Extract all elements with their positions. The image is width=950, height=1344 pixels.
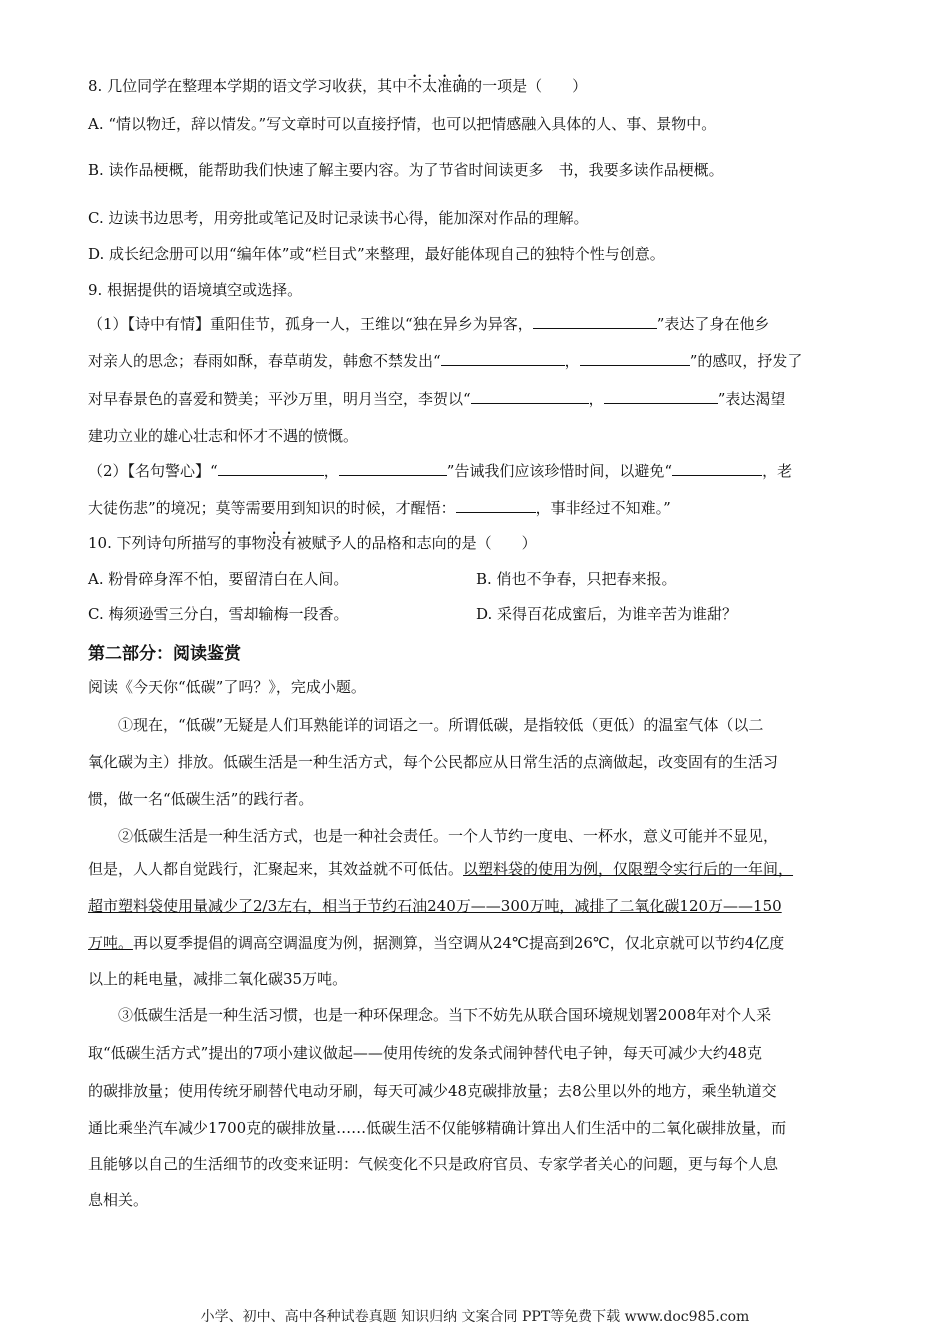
q10-option-b: B. 俏也不争春，只把春来报。	[476, 570, 677, 588]
text: ，	[323, 462, 339, 480]
text: 10. 下列诗句所描写的事物	[88, 534, 267, 552]
q9-p2-line1	[88, 461, 792, 481]
answer-blank	[218, 461, 324, 476]
q9-p2-line2	[88, 498, 671, 518]
passage-p2-line1: ②低碳生活是一种生活方式，也是一种社会责任。一个人节约一度电、一杯水，意义可能并不显见，	[118, 827, 779, 845]
text: （1）【诗中有情】重阳佳节，孤身一人，王维以“独在异乡为异客，	[88, 315, 533, 333]
answer-blank	[604, 389, 718, 404]
q8-option-d: D. 成长纪念册可以用“编年体”或“栏目式”来整理，最好能体现自己的独特个性与创意。	[88, 245, 665, 263]
passage-p3-line2: 取“低碳生活方式”提出的7项小建议做起——使用传统的发条式闹钟替代电子钟，每天可减少大约48克	[88, 1044, 762, 1062]
underlined-text: 以塑料袋的使用为例，仅限塑令实行后的一年间，	[463, 860, 794, 878]
text: 再以夏季提倡的调高空调温度为例，据测算，当空调从24℃提高到26℃，仅北京就可以节约4亿度	[133, 934, 785, 952]
text: （2）【名句警心】“	[88, 462, 218, 480]
answer-blank	[471, 389, 589, 404]
text: ”的感叹，抒发了	[689, 352, 803, 370]
q9-p1-line3	[88, 389, 785, 409]
text: ，事非经过不知难。”	[535, 499, 671, 517]
text: ，	[564, 352, 580, 370]
underlined-text: 万吨。	[88, 934, 134, 952]
q8-stem	[88, 76, 587, 96]
text: ，老	[762, 462, 793, 480]
q8-stem-tail: 的一项是（ ）	[467, 77, 588, 95]
page-footer: 小学、初中、高中各种试卷真题 知识归纳 文案合同 PPT等免费下载 www.doc985.com	[200, 1309, 750, 1325]
text: 但是，人人都自觉践行，汇聚起来，其效益就不可低估。	[88, 860, 464, 878]
answer-blank	[456, 498, 536, 513]
emphasis-char: 太	[422, 77, 438, 95]
q10-option-a: A. 粉骨碎身浑不怕，要留清白在人间。	[88, 570, 349, 588]
text: ”告诫我们应该珍惜时间，以避免“	[446, 462, 673, 480]
passage-p3-line4: 通比乘坐汽车减少1700克的碳排放量……低碳生活不仅能够精确计算出人们生活中的二氧化碳排放量，而	[88, 1119, 787, 1137]
text: 对亲人的思念；春雨如酥，春草萌发，韩愈不禁发出“	[88, 352, 441, 370]
passage-p1-line2: 氧化碳为主）排放。低碳生活是一种生活方式，每个公民都应从日常生活的点滴做起，改变固有的生活习	[88, 753, 779, 771]
answer-blank	[339, 461, 447, 476]
answer-blank	[580, 351, 690, 366]
answer-blank	[441, 351, 565, 366]
emphasis-char: 不	[407, 77, 423, 95]
q10-option-d: D. 采得百花成蜜后，为谁辛苦为谁甜？	[476, 605, 738, 623]
q8-option-a: A. “情以物迁，辞以情发。”写文章时可以直接抒情，也可以把情感融入具体的人、事、景物中。	[88, 115, 717, 133]
passage-p2-line3: 超市塑料袋使用量减少了2/3左右，相当于节约石油240万——300万吨，减排了二氧化碳120万——150	[88, 897, 782, 915]
q8-option-b: B. 读作品梗概，能帮助我们快速了解主要内容。为了节省时间读更多 书，我要多读作品梗概。	[88, 161, 724, 179]
q9-p1-line1	[88, 314, 769, 334]
text: 被赋予人的品格和志向的是（ ）	[296, 534, 537, 552]
passage-p3-line3: 的碳排放量；使用传统牙刷替代电动牙刷，每天可减少48克碳排放量；去8公里以外的地方，乘坐轨道交	[88, 1082, 777, 1100]
passage-p3-line5: 且能够以自己的生活细节的改变来证明：气候变化不只是政府官员、专家学者关心的问题，更与每个人息	[88, 1155, 779, 1173]
answer-blank	[672, 461, 762, 476]
passage-p3-line1: ③低碳生活是一种生活习惯，也是一种环保理念。当下不妨先从联合国环境规划署2008年对个人采	[118, 1006, 772, 1024]
passage-p3-line6: 息相关。	[88, 1191, 149, 1209]
text: 对早春景色的喜爱和赞美；平沙万里，明月当空，李贺以“	[88, 390, 471, 408]
emphasis-char: 没	[266, 534, 282, 552]
passage-p2-line5: 以上的耗电量，减排二氧化碳35万吨。	[88, 970, 348, 988]
q10-option-c: C. 梅须逊雪三分白，雪却输梅一段香。	[88, 605, 349, 623]
passage-p1-line1: ①现在，“低碳”无疑是人们耳熟能详的词语之一。所谓低碳，是指较低（更低）的温室气体（以二	[118, 716, 764, 734]
q10-stem	[88, 533, 537, 553]
q8-stem-text: 8. 几位同学在整理本学期的语文学习收获，其中	[88, 77, 408, 95]
q9-p1-line4: 建功立业的雄心壮志和怀才不遇的愤慨。	[88, 427, 359, 445]
passage-p2-line4	[88, 933, 784, 953]
q9-p1-line2	[88, 351, 802, 371]
passage-p2-line2	[88, 859, 793, 879]
text: ，	[588, 390, 604, 408]
emphasis-char: 有	[281, 534, 297, 552]
answer-blank	[533, 314, 657, 329]
reading-intro: 阅读《今天你“低碳”了吗？》，完成小题。	[88, 678, 366, 696]
text: 大徒伤悲”的境况；莫等需要用到知识的时候，才醒悟：	[88, 499, 456, 517]
section-heading: 第二部分：阅读鉴赏	[88, 644, 241, 664]
emphasis-char: 确	[452, 77, 468, 95]
passage-p1-line3: 惯，做一名“低碳生活”的践行者。	[88, 790, 314, 808]
text: ”表达渴望	[717, 390, 786, 408]
emphasis-char: 准	[437, 77, 453, 95]
q8-option-c: C. 边读书边思考，用旁批或笔记及时记录读书心得，能加深对作品的理解。	[88, 209, 589, 227]
q9-stem: 9. 根据提供的语境填空或选择。	[88, 281, 303, 299]
text: ”表达了身在他乡	[656, 315, 770, 333]
